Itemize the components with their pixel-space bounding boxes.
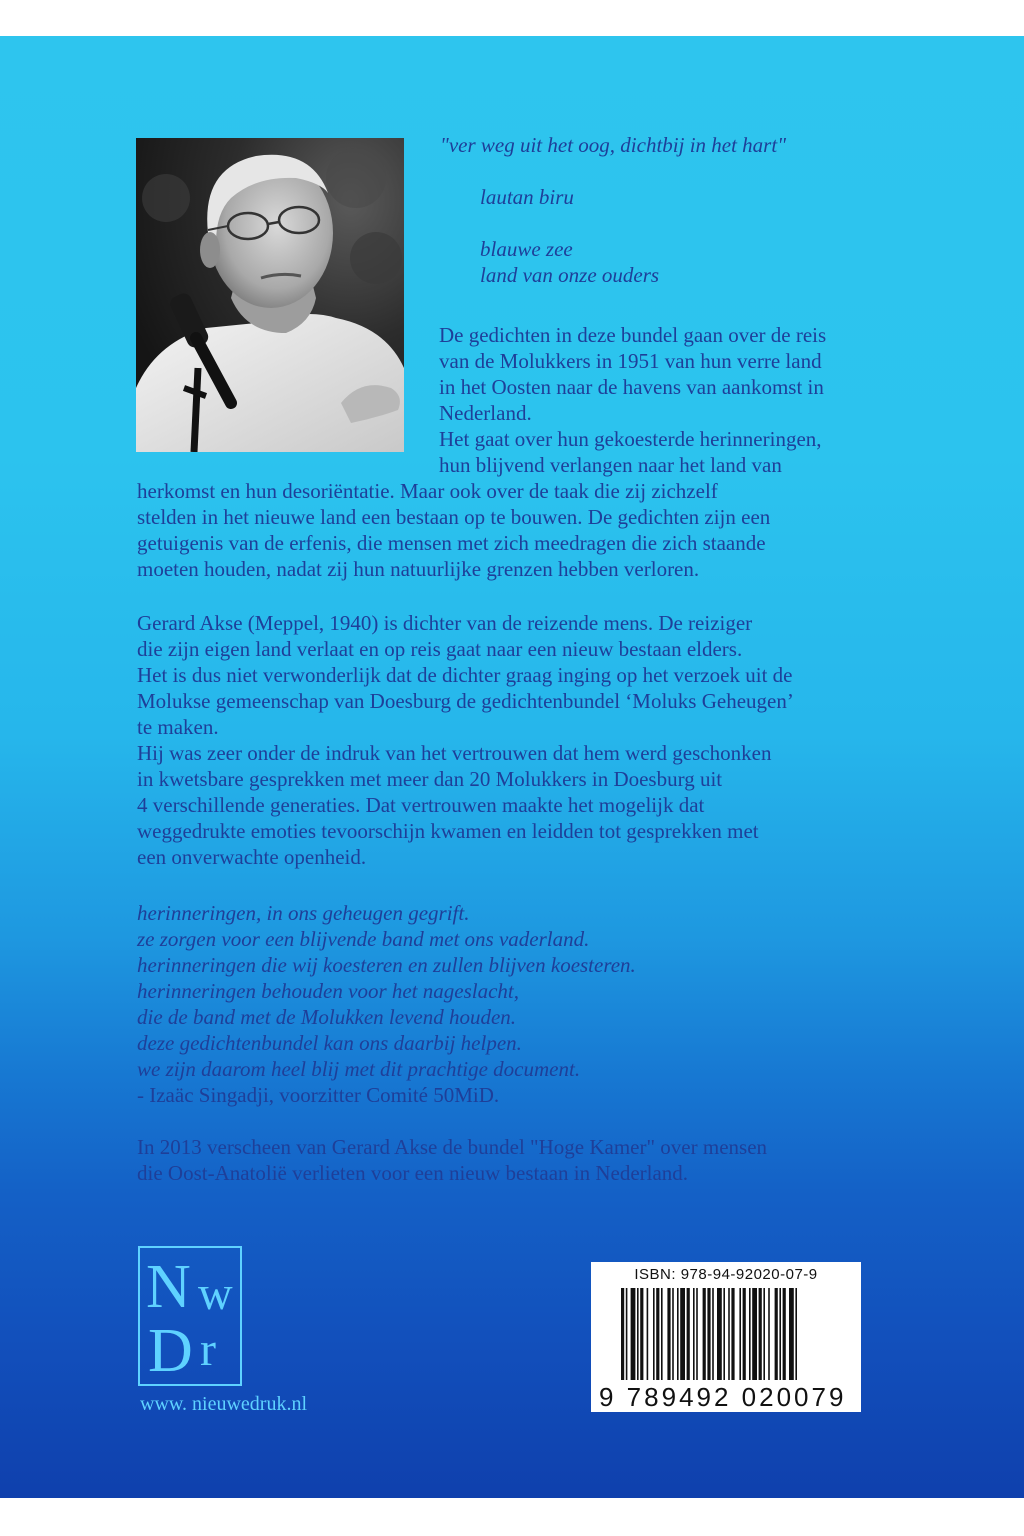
isbn-barcode xyxy=(591,1262,861,1412)
intro-quote: "ver weg uit het oog, dichtbij in het hart" xyxy=(440,133,787,157)
testimonial-quote: herinneringen, in ons geheugen gegrift. ze zorgen voor een blijvende band met ons vaderland. herinneringen die wij koesteren en zullen blijven koesteren. herinneringen behouden voor het nageslacht, die de band met de Molukken levend houden. deze gedichtenbundel kan ons daarbij helpen. we zijn daarom heel blij met dit prachtige document. xyxy=(137,901,636,1081)
description-paragraph-bottom: herkomst en hun desoriëntatie. Maar ook over de taak die zij zichzelf stelden in het nieuwe land een bestaan op te bouwen. De gedichten zijn een getuigenis van de erfenis, die mensen met zich meedragen die zich staande moeten houden, nadat zij hun natuurlijke grenzen hebben verloren. xyxy=(137,479,771,581)
publisher-logo xyxy=(138,1246,242,1386)
author-bio-paragraph: Gerard Akse (Meppel, 1940) is dichter van de reizende mens. De reiziger die zijn eigen land verlaat en op reis gaat naar een nieuw bestaan elders. Het is dus niet verwonderlijk dat de dichter graag inging op het verzoek uit de Molukse gemeenschap van Doesburg de gedichtenbundel ‘Moluks Geheugen’ te maken. Hij was zeer onder de indruk van het vertrouwen dat hem werd geschonken in kwetsbare gesprekken met meer dan 20 Molukkers in Doesburg uit 4 verschillende generaties. Dat vertrouwen maakte het mogelijk dat weggedrukte emoties tevoorschijn kwamen en leidden tot gesprekken met een onverwachte openheid. xyxy=(137,611,794,869)
description-paragraph-top: De gedichten in deze bundel gaan over de reis van de Molukkers in 1951 van hun verre land in het Oosten naar de havens van aankomst in Nederland. Het gaat over hun gekoesterde herinneringen, hun blijvend verlangen naar het land van xyxy=(439,323,827,477)
book-back-cover xyxy=(0,36,1024,1498)
intro-poem xyxy=(440,132,900,288)
barcode-bars xyxy=(621,1288,843,1384)
logo-letter-d: D xyxy=(148,1317,193,1385)
logo-letter-w: w xyxy=(198,1267,233,1320)
author-photo xyxy=(136,138,404,452)
barcode-digits: 9 789492 020079 xyxy=(599,1382,847,1412)
intro-verse-2-line-1: blauwe zee xyxy=(480,237,573,261)
testimonial-author: - Izaäc Singadji, voorzitter Comité 50MiD. xyxy=(137,1083,500,1107)
logo-letter-n: N xyxy=(146,1253,191,1321)
intro-verse-1: lautan biru xyxy=(480,185,574,209)
other-works-paragraph: In 2013 verscheen van Gerard Akse de bundel "Hoge Kamer" over mensen die Oost-Anatolië verlieten voor een nieuw bestaan in Nederland. xyxy=(137,1135,768,1185)
author-portrait-image xyxy=(136,138,404,452)
publisher-website: www. nieuwedruk.nl xyxy=(140,1393,308,1415)
logo-letter-r: r xyxy=(200,1323,216,1376)
intro-verse-2-line-2: land van onze ouders xyxy=(480,263,660,287)
isbn-label: ISBN: 978-94-92020-07-9 xyxy=(634,1266,818,1283)
